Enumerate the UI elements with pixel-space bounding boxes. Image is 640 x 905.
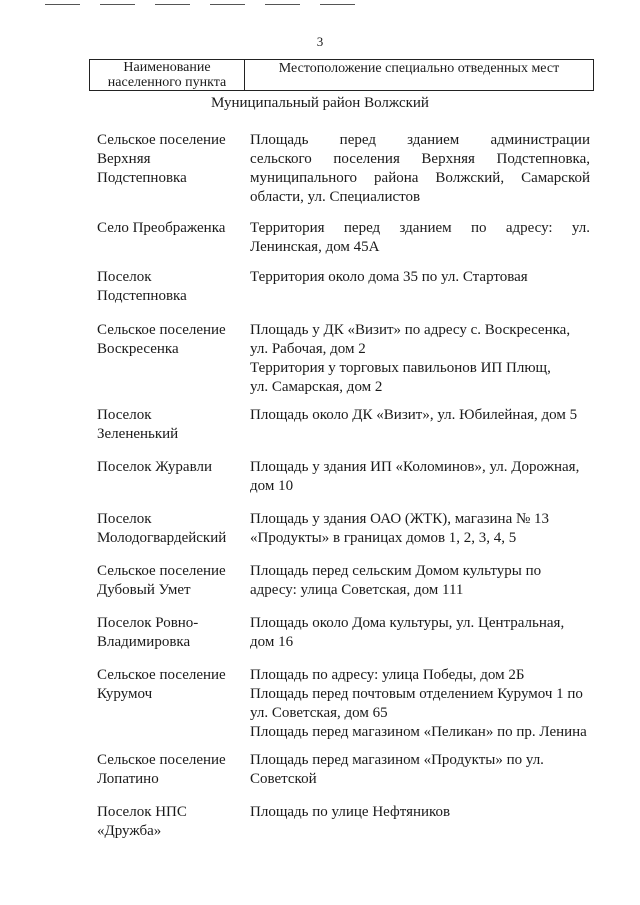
location-text	[250, 219, 590, 257]
location-line: области, ул. Специалистов	[250, 189, 421, 205]
top-rule	[155, 4, 190, 5]
header-location: Местоположение специально отведенных мест	[278, 61, 560, 76]
settlement-name: Поселок Подстепновка	[97, 269, 187, 304]
district-title: Муниципальный район Волжский	[211, 95, 429, 111]
settlement-name: Сельское поселение Дубовый Умет	[97, 563, 226, 598]
location-line: сельского поселения Верхняя Подстепновка,	[250, 151, 590, 167]
location-text	[250, 321, 590, 397]
location-line: адресу: улица Советская, дом 111	[250, 582, 464, 598]
location-line: дом 16	[250, 634, 294, 650]
location-line: ул. Рабочая, дом 2	[250, 341, 366, 357]
location-text	[250, 510, 590, 548]
location-text	[250, 803, 590, 822]
location-text	[250, 406, 590, 425]
location-text	[250, 268, 590, 287]
location-line: Территория у торговых павильонов ИП Плющ,	[250, 360, 551, 376]
location-line: ул. Советская, дом 65	[250, 705, 388, 721]
page-number: 3	[316, 34, 324, 49]
location-line: муниципального района Волжский, Самарской	[250, 170, 590, 186]
location-line: Ленинская, дом 45А	[250, 239, 380, 255]
top-rule	[265, 4, 300, 5]
location-line: Площадь перед зданием администрации	[250, 132, 590, 148]
location-line: Площадь у здания ИП «Коломинов», ул. Дорожная,	[250, 459, 580, 475]
location-line: Площадь перед магазином «Продукты» по ул.	[250, 752, 544, 768]
location-line: Площадь по улице Нефтяников	[250, 804, 451, 820]
table-header	[89, 59, 594, 91]
location-text	[250, 614, 590, 652]
settlement-name: Село Преображенка	[97, 220, 226, 236]
location-line: Площадь у ДК «Визит» по адресу с. Воскресенка,	[250, 322, 571, 338]
location-line: Площадь около ДК «Визит», ул. Юбилейная, дом 5	[250, 407, 578, 423]
location-line: Площадь перед сельским Домом культуры по	[250, 563, 542, 579]
settlement-name: Сельское поселение Лопатино	[97, 752, 226, 787]
settlement-name: Поселок Зелененький	[97, 407, 179, 442]
location-line: Площадь перед почтовым отделением Курумоч 1 по	[250, 686, 583, 702]
settlement-name: Поселок Журавли	[97, 459, 212, 475]
location-line: Площадь по адресу: улица Победы, дом 2Б	[250, 667, 525, 683]
location-text	[250, 131, 590, 207]
location-line: Территория около дома 35 по ул. Стартовая	[250, 269, 528, 285]
location-line: Площадь перед магазином «Пеликан» по пр. Ленина	[250, 724, 587, 740]
location-text	[250, 562, 590, 600]
location-text	[250, 458, 590, 496]
settlement-name: Сельское поселение Воскресенка	[97, 322, 226, 357]
settlement-name: Сельское поселение Верхняя Подстепновка	[97, 132, 226, 186]
top-rule	[320, 4, 355, 5]
location-text	[250, 666, 590, 742]
settlement-name: Поселок Молодогвардейский	[97, 511, 227, 546]
top-rule	[100, 4, 135, 5]
location-line: ул. Самарская, дом 2	[250, 379, 383, 395]
header-settlement: Наименование населенного пункта	[90, 60, 245, 90]
location-line: Площадь у здания ОАО (ЖТК), магазина № 13	[250, 511, 550, 527]
settlement-name: Поселок НПС «Дружба»	[97, 804, 187, 839]
location-text	[250, 751, 590, 789]
top-rule	[45, 4, 80, 5]
location-line: «Продукты» в границах домов 1, 2, 3, 4, 5	[250, 530, 517, 546]
location-line: дом 10	[250, 478, 294, 494]
settlement-name: Сельское поселение Курумоч	[97, 667, 226, 702]
top-rule	[210, 4, 245, 5]
location-line: Площадь около Дома культуры, ул. Центральная,	[250, 615, 565, 631]
location-line: Советской	[250, 771, 317, 787]
settlement-name: Поселок Ровно- Владимировка	[97, 615, 199, 650]
location-line: Территория перед зданием по адресу: ул.	[250, 220, 590, 236]
